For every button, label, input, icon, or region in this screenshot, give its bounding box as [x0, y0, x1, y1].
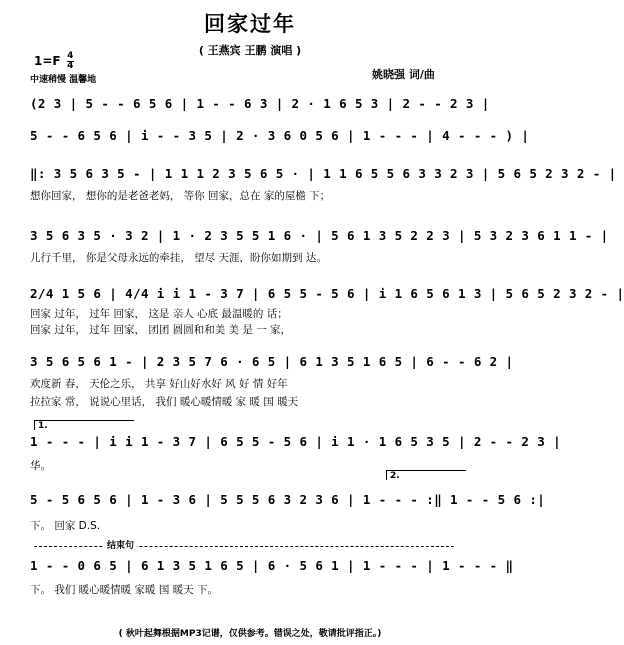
lyric-row-3: 想你回家， 想你的是老爸老妈， 等你 回家，总在 家的屋檐 下；: [30, 190, 331, 202]
transcriber-note: ( 秋叶起舞根据MP3记谱，仅供参考。错误之处，敬请批评指正。): [118, 629, 382, 639]
time-signature: [67, 52, 74, 71]
volta-2-stem: [386, 470, 387, 480]
meter-bottom: 4: [67, 61, 74, 71]
lyric-row-8: 下。 回家 D.S.: [30, 520, 101, 532]
ending-label: 结束句: [104, 538, 137, 551]
score-row-2: 5 - - 6 5 6 | i - - 3 5 | 2 · 3 6 0 5 6 | 1 - - - | 4 - - - ) |: [30, 128, 530, 143]
song-title: 回家过年: [204, 12, 296, 36]
volta-1-bracket: [34, 420, 134, 421]
lyric-row-9: 下。 我们 暖心暖情暖 家暖 国 暖天 下。: [30, 584, 219, 596]
volta-2-label: 2.: [390, 471, 400, 481]
score-row-8: 5 - 5 6 5 6 | 1 - 3 6 | 5 5 5 6 3 2 3 6 | 1 - - - :‖ 1 - - 5 6 :|: [30, 492, 546, 507]
score-row-3: ‖: 3 5 6 3 5 - | 1 1 1 2 3 5 6 5 · | 1 1 6 5 5 6 3 3 2 3 | 5 6 5 2 3 2 - |: [30, 166, 617, 181]
score-row-6: 3 5 6 5 6 1 - | 2 3 5 7 6 · 6 5 | 6 1 3 5 1 6 5 | 6 - - 6 2 |: [30, 354, 514, 369]
score-row-5: 2/4 1 5 6 | 4/4 i i 1 - 3 7 | 6 5 5 - 5 6 | i 1 6 5 6 1 3 | 5 6 5 2 3 2 - |: [30, 286, 624, 301]
lyric-row-5b: 回家 过年， 过年 回家， 团团 圆圆和和美 美 是 一 家，: [30, 324, 292, 336]
tempo-marking: 中速稍慢 温馨地: [30, 75, 97, 85]
volta-1-stem: [34, 420, 35, 430]
lyric-row-4: 儿行千里， 你是父母永远的牵挂， 望尽 天涯，盼你如期到 达。: [30, 252, 327, 264]
composer-credits: 姚晓强 词/曲: [372, 68, 435, 81]
volta-1-label: 1.: [38, 421, 48, 431]
ending-bracket: [34, 546, 454, 547]
lyric-row-6b: 拉拉家 常， 说说心里话， 我们 暖心暖情暖 家 暖 国 暖天: [30, 396, 299, 408]
lyric-row-7: 华。: [30, 460, 51, 472]
performers: ( 王燕宾 王鹏 演唱 ): [198, 44, 302, 57]
key-signature: [34, 52, 74, 71]
score-row-7: 1 - - - | i i 1 - 3 7 | 6 5 5 - 5 6 | i 1 · 1 6 5 3 5 | 2 - - 2 3 |: [30, 434, 562, 449]
key-label: 1=F: [34, 54, 61, 68]
score-row-9: 1 - - 0 6 5 | 6 1 3 5 1 6 5 | 6 · 5 6 1 | 1 - - - | 1 - - - ‖: [30, 558, 514, 573]
score-row-1: (2 3 | 5 - - 6 5 6 | 1 - - 6 3 | 2 · 1 6 5 3 | 2 - - 2 3 |: [30, 96, 490, 111]
meter-top: 4: [67, 51, 74, 61]
lyric-row-5a: 回家 过年， 过年 回家， 这是 亲人 心底 最温暖的 话；: [30, 308, 288, 320]
lyric-row-6a: 欢度新 春， 天伦之乐， 共享 好山好水好 风 好 情 好年: [30, 378, 288, 390]
score-row-4: 3 5 6 3 5 · 3 2 | 1 · 2 3 5 5 1 6 · | 5 6 1 3 5 2 2 3 | 5 3 2 3 6 1 1 - |: [30, 228, 609, 243]
